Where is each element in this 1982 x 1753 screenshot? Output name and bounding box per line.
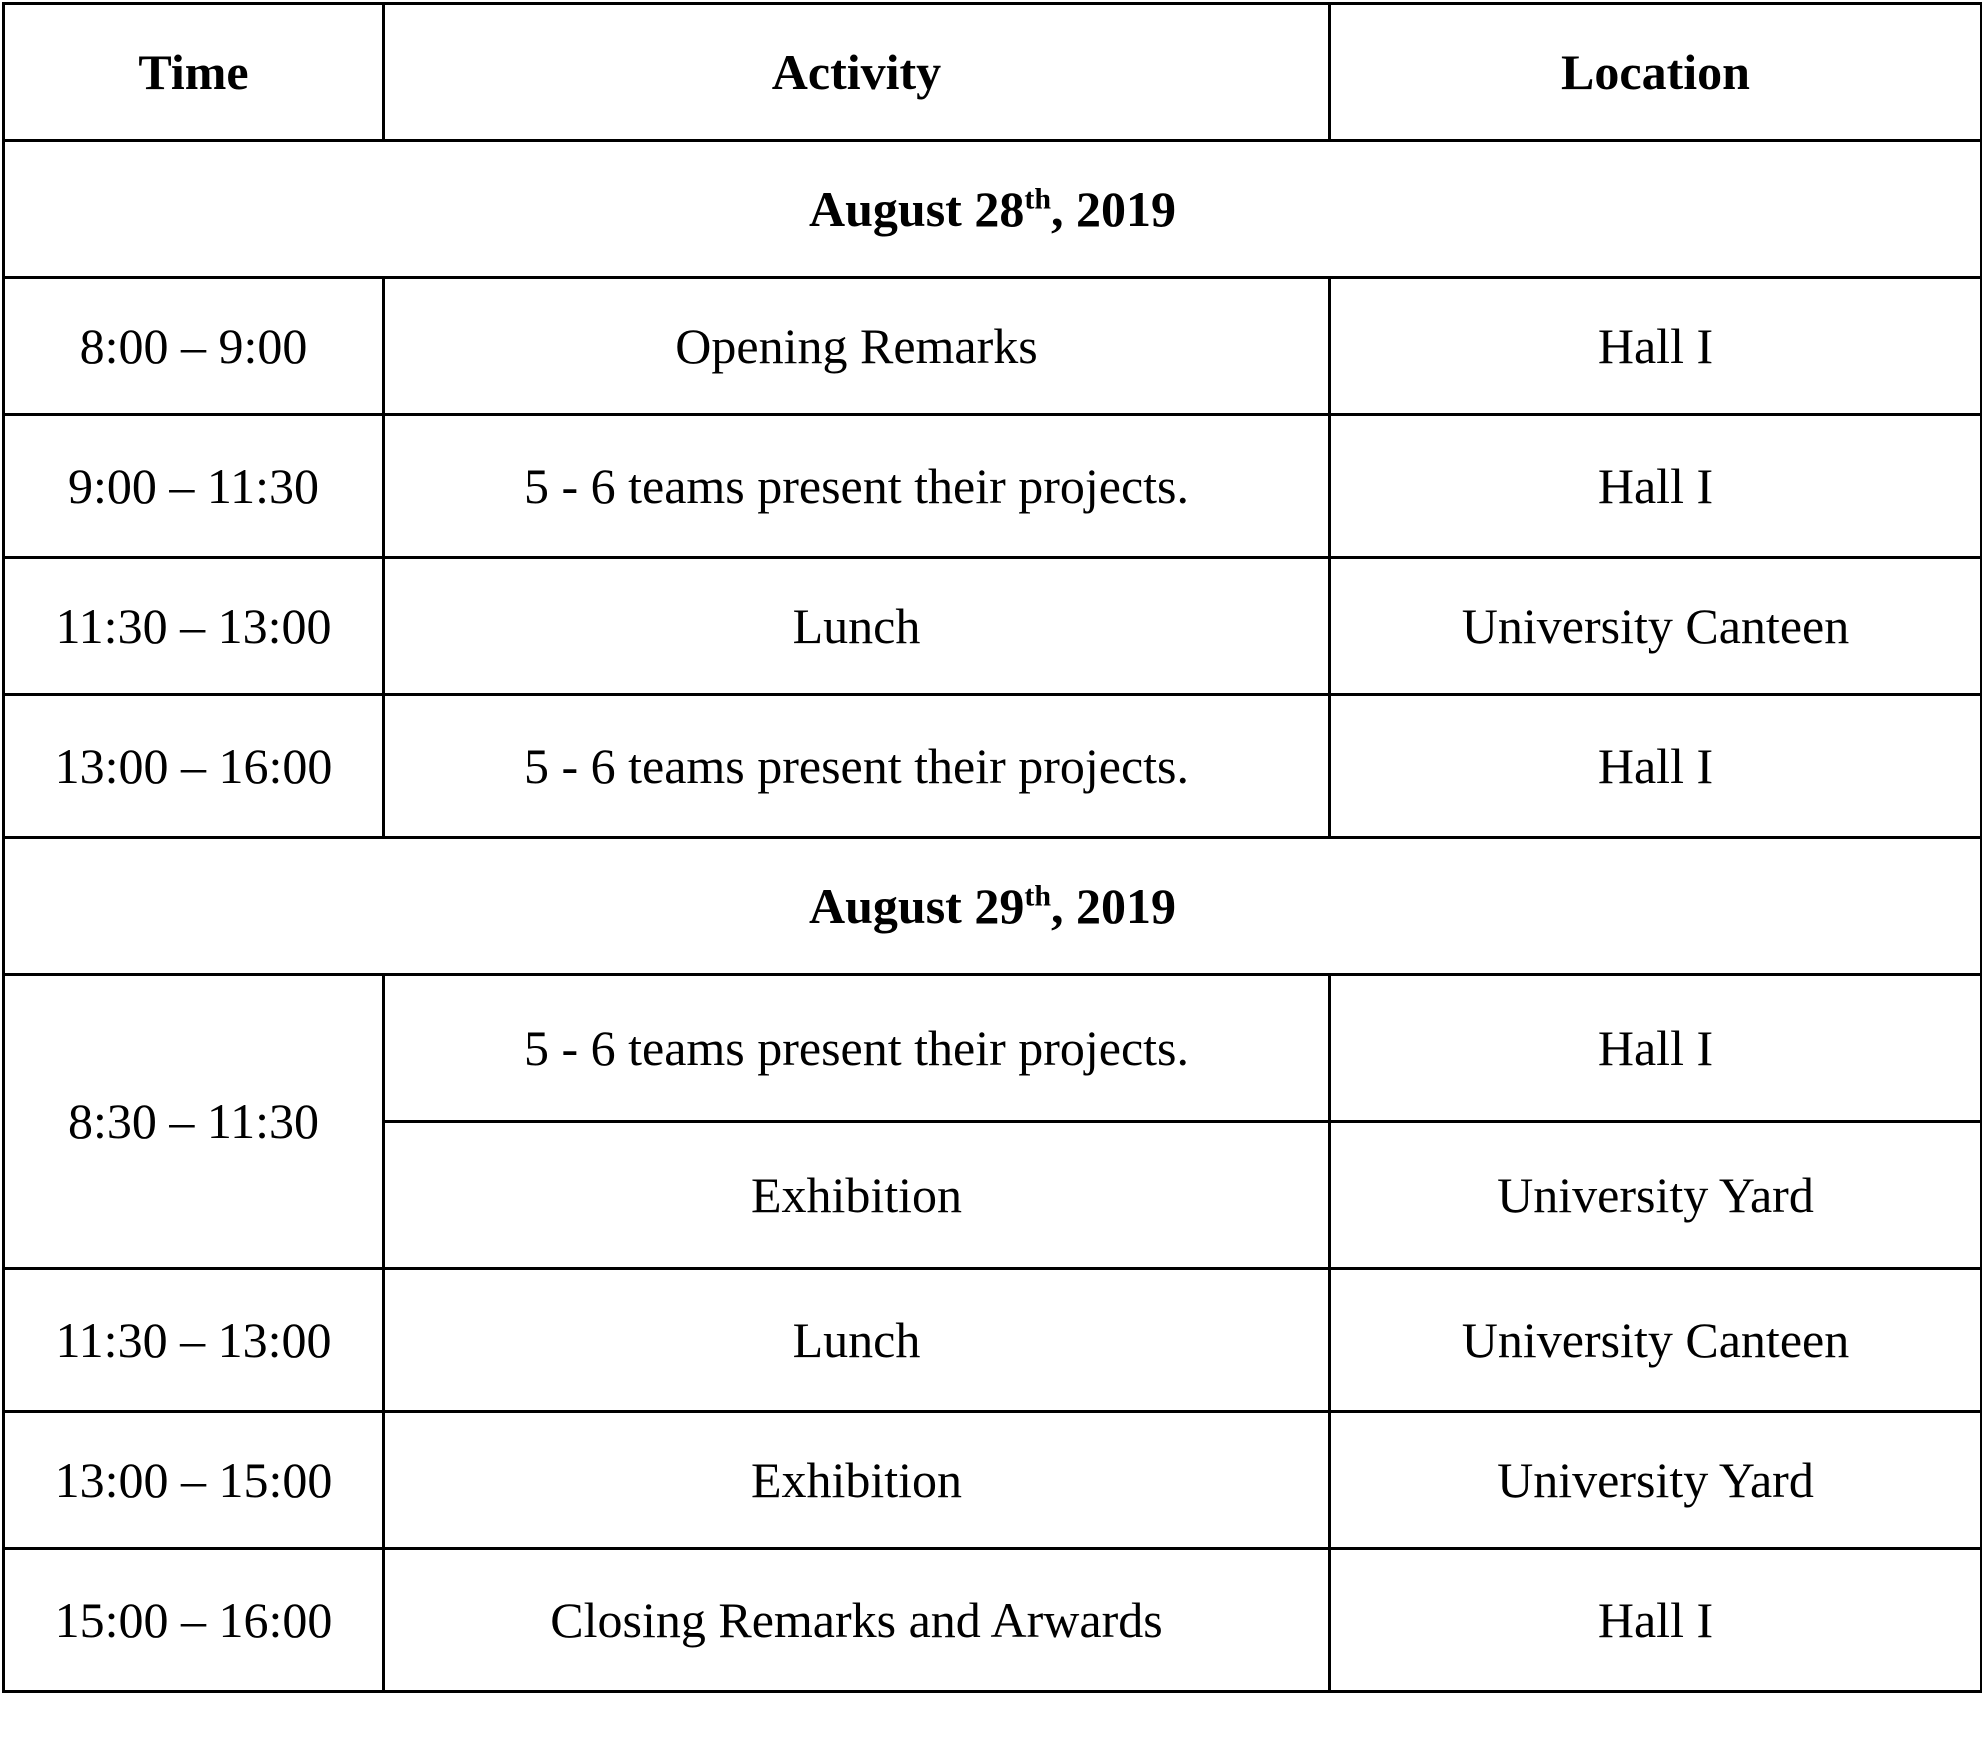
date-row bbox=[4, 141, 1982, 278]
header-location: Location bbox=[1330, 4, 1982, 141]
time-cell: 8:00 – 9:00 bbox=[4, 278, 384, 415]
date-suffix: th bbox=[1024, 878, 1052, 912]
activity-cell: Exhibition bbox=[384, 1122, 1330, 1269]
time-cell: 13:00 – 16:00 bbox=[4, 695, 384, 838]
date-year: , 2019 bbox=[1051, 877, 1177, 934]
activity-cell: Lunch bbox=[384, 558, 1330, 695]
date-heading-day-2 bbox=[4, 838, 1982, 975]
table-row bbox=[4, 695, 1982, 838]
date-row bbox=[4, 838, 1982, 975]
location-cell: Hall I bbox=[1330, 695, 1982, 838]
header-row bbox=[4, 4, 1982, 141]
location-cell: Hall I bbox=[1330, 415, 1982, 558]
header-activity: Activity bbox=[384, 4, 1330, 141]
time-cell: 15:00 – 16:00 bbox=[4, 1549, 384, 1692]
location-cell: University Canteen bbox=[1330, 1269, 1982, 1412]
location-cell: Hall I bbox=[1330, 1549, 1982, 1692]
time-cell: 13:00 – 15:00 bbox=[4, 1412, 384, 1549]
time-cell: 9:00 – 11:30 bbox=[4, 415, 384, 558]
location-cell: University Yard bbox=[1330, 1412, 1982, 1549]
table-row bbox=[4, 1269, 1982, 1412]
activity-cell: Exhibition bbox=[384, 1412, 1330, 1549]
header-time: Time bbox=[4, 4, 384, 141]
activity-cell: Lunch bbox=[384, 1269, 1330, 1412]
table-row bbox=[4, 1412, 1982, 1549]
location-cell: University Yard bbox=[1330, 1122, 1982, 1269]
table-row bbox=[4, 278, 1982, 415]
table-row bbox=[4, 415, 1982, 558]
location-cell: University Canteen bbox=[1330, 558, 1982, 695]
time-cell: 11:30 – 13:00 bbox=[4, 558, 384, 695]
table-row bbox=[4, 558, 1982, 695]
table-row bbox=[4, 975, 1982, 1122]
date-heading-day-1 bbox=[4, 141, 1982, 278]
date-text: August 28 bbox=[808, 180, 1025, 237]
activity-cell: 5 - 6 teams present their projects. bbox=[384, 975, 1330, 1122]
schedule-table bbox=[2, 2, 1982, 1693]
activity-cell: Opening Remarks bbox=[384, 278, 1330, 415]
location-cell: Hall I bbox=[1330, 278, 1982, 415]
date-suffix: th bbox=[1024, 181, 1052, 215]
table-row bbox=[4, 1549, 1982, 1692]
activity-cell: 5 - 6 teams present their projects. bbox=[384, 415, 1330, 558]
date-year: , 2019 bbox=[1051, 180, 1177, 237]
time-cell-merged: 8:30 – 11:30 bbox=[4, 975, 384, 1269]
time-cell: 11:30 – 13:00 bbox=[4, 1269, 384, 1412]
activity-cell: Closing Remarks and Arwards bbox=[384, 1549, 1330, 1692]
location-cell: Hall I bbox=[1330, 975, 1982, 1122]
activity-cell: 5 - 6 teams present their projects. bbox=[384, 695, 1330, 838]
date-text: August 29 bbox=[808, 877, 1025, 934]
